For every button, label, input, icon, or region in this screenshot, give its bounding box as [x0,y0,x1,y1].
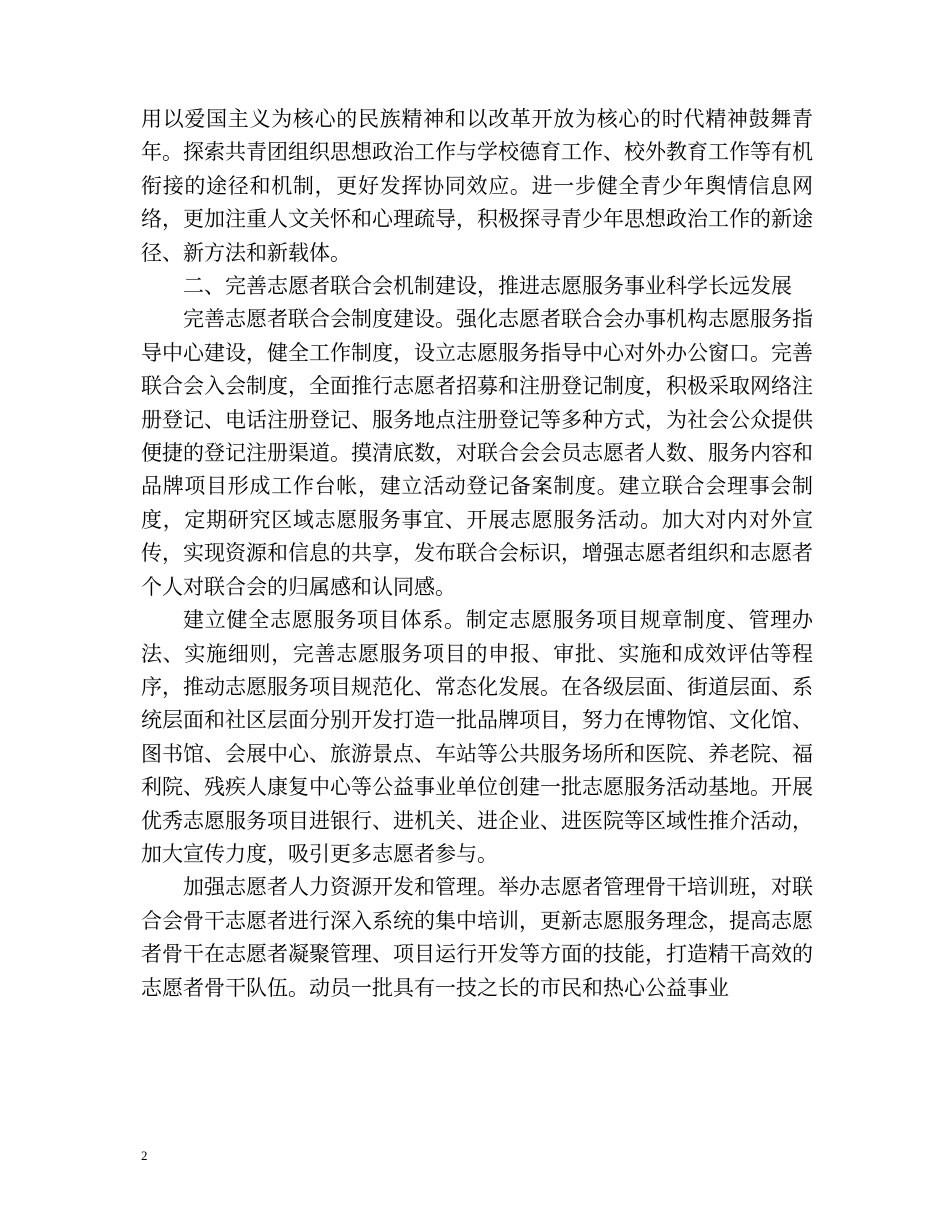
body-text [141,103,813,1005]
paragraph-continued: 用以爱国主义为核心的民族精神和以改革开放为核心的时代精神鼓舞青年。探索共青团组织思想政治工作与学校德育工作、校外教育工作等有机衔接的途径和机制，更好发挥协同效应。进一步健全青少年舆情信息网络，更加注重人文关怀和心理疏导，积极探寻青少年思想政治工作的新途径、新方法和新载体。 [141,107,813,265]
paragraph-federation-system: 完善志愿者联合会制度建设。强化志愿者联合会办事机构志愿服务指导中心建设，健全工作制度，设立志愿服务指导中心对外办公窗口。完善联合会入会制度，全面推行志愿者招募和注册登记制度，积极采取网络注册登记、电话注册登记、服务地点注册登记等多种方式，为社会公众提供便捷的登记注册渠道。摸清底数，对联合会会员志愿者人数、服务内容和品牌项目形成工作台帐，建立活动登记备案制度。建立联合会理事会制度，定期研究区域志愿服务事宜、开展志愿服务活动。加大对内对外宣传，实现资源和信息的共享，发布联合会标识，增强志愿者组织和志愿者个人对联合会的归属感和认同感。 [141,307,813,599]
page-number: 2 [141,1148,148,1163]
paragraph-human-resources: 加强志愿者人力资源开发和管理。举办志愿者管理骨干培训班，对联合会骨干志愿者进行深入系统的集中培训，更新志愿服务理念，提高志愿者骨干在志愿者凝聚管理、项目运行开发等方面的技能，打造精干高效的志愿者骨干队伍。动员一批具有一技之长的市民和热心公益事业 [141,875,813,1000]
paragraph-project-system: 建立健全志愿服务项目体系。制定志愿服务项目规章制度、管理办法、实施细则，完善志愿服务项目的申报、审批、实施和成效评估等程序，推动志愿服务项目规范化、常态化发展。在各级层面、街道层面、系统层面和社区层面分别开发打造一批品牌项目，努力在博物馆、文化馆、图书馆、会展中心、旅游景点、车站等公共服务场所和医院、养老院、福利院、残疾人康复中心等公益事业单位创建一批志愿服务活动基地。开展优秀志愿服务项目进银行、进机关、进企业、进医院等区域性推介活动，加大宣传力度，吸引更多志愿者参与。 [141,608,813,866]
section-heading: 二、完善志愿者联合会机制建设，推进志愿服务事业科学长远发展 [183,274,792,299]
